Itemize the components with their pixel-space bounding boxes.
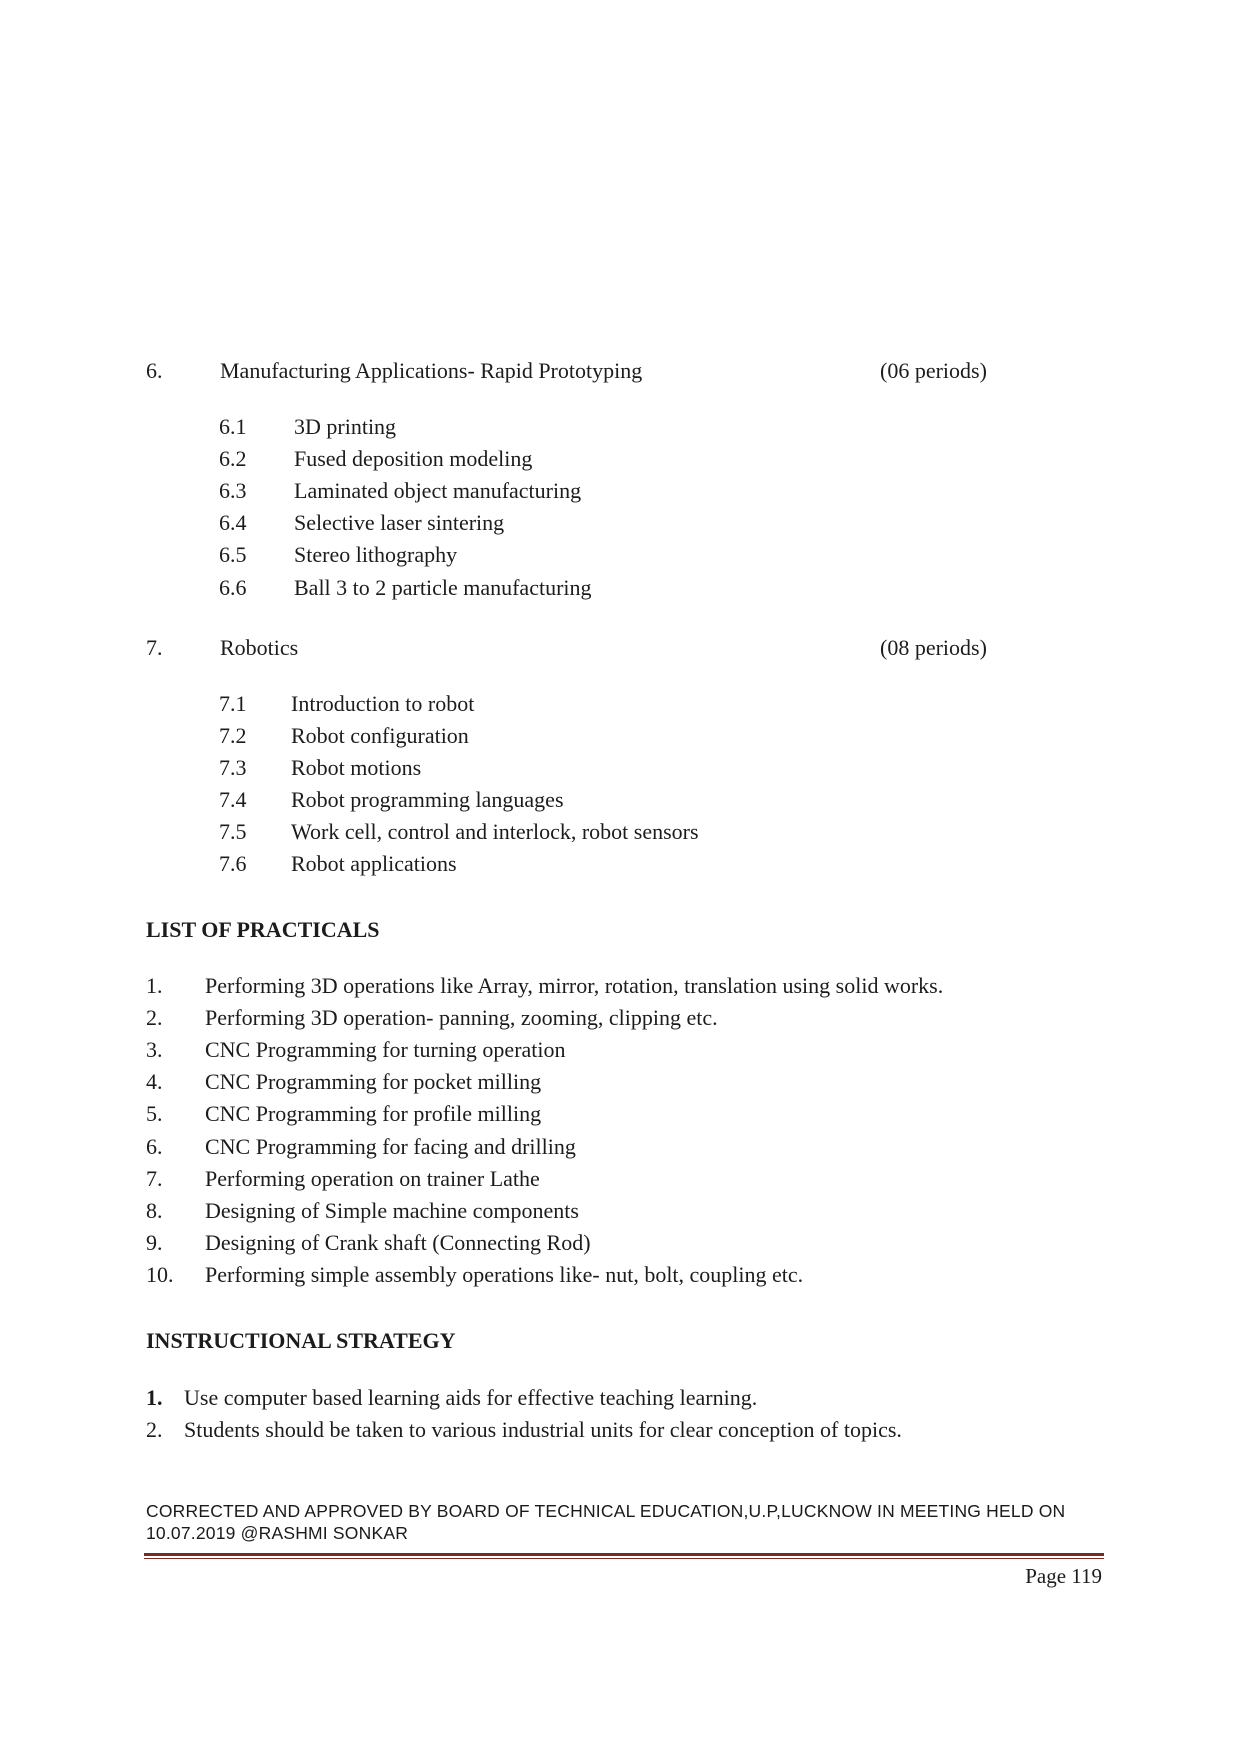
unit-number: 7. (146, 635, 163, 660)
subtopic-number: 6.2 (219, 446, 247, 471)
practical-number: 6. (146, 1134, 163, 1159)
subtopic-text: Fused deposition modeling (294, 446, 533, 471)
strategy-text: Use computer based learning aids for effective teaching learning. (184, 1385, 758, 1410)
unit-periods: (06 periods) (880, 358, 987, 383)
practical-number: 4. (146, 1069, 163, 1094)
subtopic-number: 6.6 (219, 575, 247, 600)
practical-number: 1. (146, 973, 163, 998)
practical-text: Performing operation on trainer Lathe (205, 1166, 540, 1191)
subtopic-text: Robot programming languages (291, 787, 564, 812)
subtopic-text: Laminated object manufacturing (294, 478, 582, 503)
subtopic-text: Selective laser sintering (294, 510, 505, 535)
subtopic-text: Robot configuration (291, 723, 469, 748)
footer-divider-thin (144, 1558, 1104, 1559)
practical-text: CNC Programming for profile milling (205, 1101, 542, 1126)
footer-date-line: 10.07.2019 @RASHMI SONKAR (146, 1523, 409, 1543)
subtopic-number: 6.5 (219, 542, 247, 567)
practical-number: 3. (146, 1037, 163, 1062)
strategy-number: 2. (146, 1417, 163, 1442)
unit-title: Robotics (220, 635, 299, 660)
subtopic-text: Introduction to robot (291, 691, 475, 716)
practical-text: Performing 3D operation- panning, zooming, clipping etc. (205, 1005, 718, 1030)
practical-text: CNC Programming for turning operation (205, 1037, 566, 1062)
unit-title: Manufacturing Applications- Rapid Prototyping (220, 358, 643, 383)
practical-text: Performing simple assembly operations like- nut, bolt, coupling etc. (205, 1262, 804, 1287)
subtopic-number: 6.4 (219, 510, 247, 535)
practical-number: 9. (146, 1230, 163, 1255)
practical-text: Performing 3D operations like Array, mirror, rotation, translation using solid works. (205, 973, 944, 998)
subtopic-number: 7.4 (219, 787, 247, 812)
practical-number: 2. (146, 1005, 163, 1030)
subtopic-number: 7.1 (219, 691, 247, 716)
subtopic-number: 6.3 (219, 478, 247, 503)
practical-number: 10. (146, 1262, 174, 1287)
subtopic-text: 3D printing (294, 414, 397, 439)
practical-text: Designing of Simple machine components (205, 1198, 579, 1223)
unit-periods: (08 periods) (880, 635, 987, 660)
subtopic-number: 6.1 (219, 414, 247, 439)
practical-number: 7. (146, 1166, 163, 1191)
strategy-heading: INSTRUCTIONAL STRATEGY (146, 1328, 456, 1353)
subtopic-text: Stereo lithography (294, 542, 458, 567)
strategy-text: Students should be taken to various industrial units for clear conception of topics. (184, 1417, 902, 1442)
practicals-heading: LIST OF PRACTICALS (146, 917, 380, 942)
footer-approval-line: CORRECTED AND APPROVED BY BOARD OF TECHNICAL EDUCATION,U.P,LUCKNOW IN MEETING HELD ON (146, 1501, 1066, 1521)
practical-number: 5. (146, 1101, 163, 1126)
practical-text: Designing of Crank shaft (Connecting Rod) (205, 1230, 591, 1255)
page-number: Page 119 (1025, 1564, 1102, 1588)
subtopic-number: 7.2 (219, 723, 247, 748)
subtopic-text: Work cell, control and interlock, robot sensors (291, 819, 699, 844)
practical-text: CNC Programming for pocket milling (205, 1069, 542, 1094)
practical-text: CNC Programming for facing and drilling (205, 1134, 576, 1159)
subtopic-number: 7.5 (219, 819, 247, 844)
subtopic-text: Robot applications (291, 851, 457, 876)
subtopic-text: Ball 3 to 2 particle manufacturing (294, 575, 592, 600)
strategy-number: 1. (146, 1385, 163, 1410)
practical-number: 8. (146, 1198, 163, 1223)
subtopic-number: 7.6 (219, 851, 247, 876)
subtopic-text: Robot motions (291, 755, 422, 780)
unit-number: 6. (146, 358, 163, 383)
subtopic-number: 7.3 (219, 755, 247, 780)
footer-divider-thick (144, 1553, 1104, 1556)
